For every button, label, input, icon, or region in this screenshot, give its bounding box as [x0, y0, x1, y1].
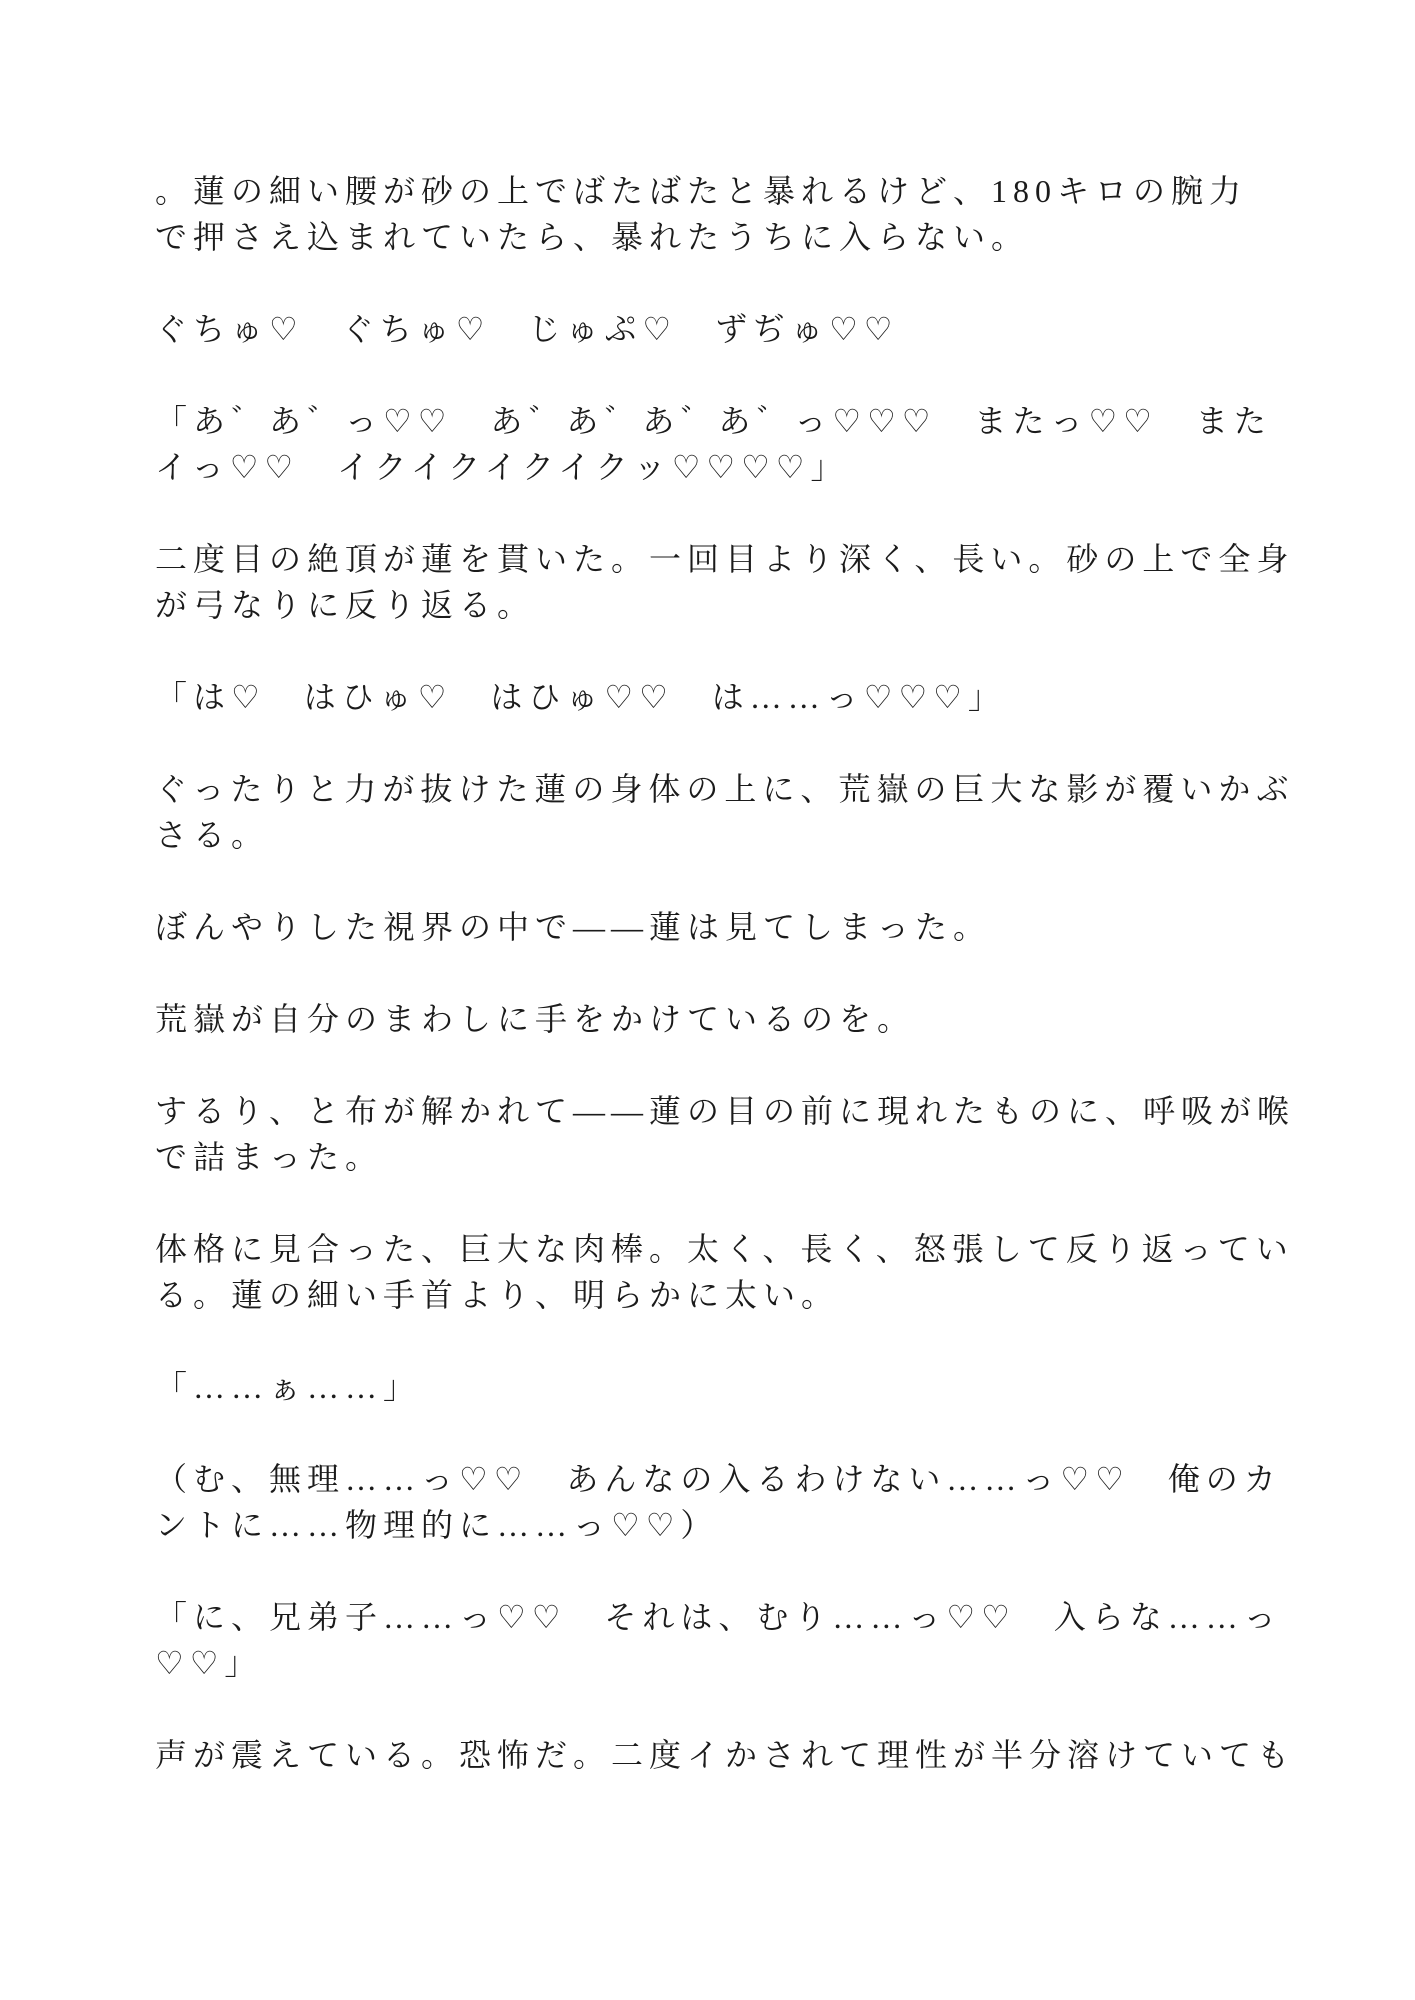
paragraph-13-line-1: 「に、兄弟子……っ♡♡ それは、むり……っ♡♡ 入らな……っ: [155, 1599, 1282, 1635]
paragraph-8-line-1: 荒嶽が自分のまわしに手をかけているのを。: [155, 1001, 916, 1037]
paragraph-8: [155, 996, 1290, 1042]
paragraph-1-line-2: で押さえ込まれていたら、暴れたうちに入らない。: [155, 219, 1030, 255]
paragraph-6-line-2: さる。: [155, 817, 270, 853]
paragraph-14: [155, 1732, 1296, 1778]
paragraph-2-line-1: ぐちゅ♡ ぐちゅ♡ じゅぷ♡ ずぢゅ♡♡: [155, 311, 899, 347]
paragraph-3-line-2: イっ♡♡ イクイクイクイクッ♡♡♡♡」: [155, 449, 849, 485]
paragraph-4-line-2: が弓なりに反り返る。: [155, 587, 536, 623]
paragraph-6: [155, 766, 1295, 858]
paragraph-9-line-1: するり、と布が解かれて——蓮の目の前に現れたものに、呼吸が喉: [155, 1093, 1296, 1129]
paragraph-4: [155, 536, 1295, 628]
paragraph-10-line-1: 体格に見合った、巨大な肉棒。太く、長く、怒張して反り返ってい: [155, 1231, 1294, 1267]
text-body: [155, 168, 1296, 1824]
paragraph-14-line-1: 声が震えている。恐怖だ。二度イかされて理性が半分溶けていても: [155, 1737, 1296, 1773]
paragraph-6-line-1: ぐったりと力が抜けた蓮の身体の上に、荒嶽の巨大な影が覆いかぶ: [155, 771, 1295, 807]
paragraph-10: [155, 1226, 1294, 1318]
paragraph-13-line-2: ♡♡」: [155, 1645, 263, 1681]
paragraph-5: [155, 674, 1290, 720]
paragraph-3: [155, 398, 1290, 490]
paragraph-11: [155, 1364, 1290, 1410]
paragraph-9-line-2: で詰まった。: [155, 1139, 384, 1175]
paragraph-12-line-2: ントに……物理的に……っ♡♡）: [155, 1507, 719, 1543]
paragraph-13: [155, 1594, 1290, 1686]
paragraph-5-line-1: 「は♡ はひゅ♡ はひゅ♡♡ は……っ♡♡♡」: [155, 679, 1006, 715]
paragraph-9: [155, 1088, 1296, 1180]
paragraph-3-line-1: 「あ゛あ゛っ♡♡ あ゛あ゛あ゛あ゛っ♡♡♡ またっ♡♡ また: [155, 403, 1272, 439]
paragraph-12: [155, 1456, 1290, 1548]
paragraph-2: [155, 306, 1290, 352]
paragraph-4-line-1: 二度目の絶頂が蓮を貫いた。一回目より深く、長い。砂の上で全身: [155, 541, 1295, 577]
paragraph-11-line-1: 「……ぁ……」: [155, 1369, 422, 1405]
paragraph-12-line-1: （む、無理……っ♡♡ あんなの入るわけない……っ♡♡ 俺のカ: [155, 1461, 1282, 1497]
paragraph-7: [155, 904, 1290, 950]
paragraph-1-line-1: 。蓮の細い腰が砂の上でばたばたと暴れるけど、180キロの腕力: [155, 173, 1248, 209]
paragraph-10-line-2: る。蓮の細い手首より、明らかに太い。: [155, 1277, 840, 1313]
paragraph-1: [155, 168, 1290, 260]
paragraph-7-line-1: ぼんやりした視界の中で——蓮は見てしまった。: [155, 909, 992, 945]
